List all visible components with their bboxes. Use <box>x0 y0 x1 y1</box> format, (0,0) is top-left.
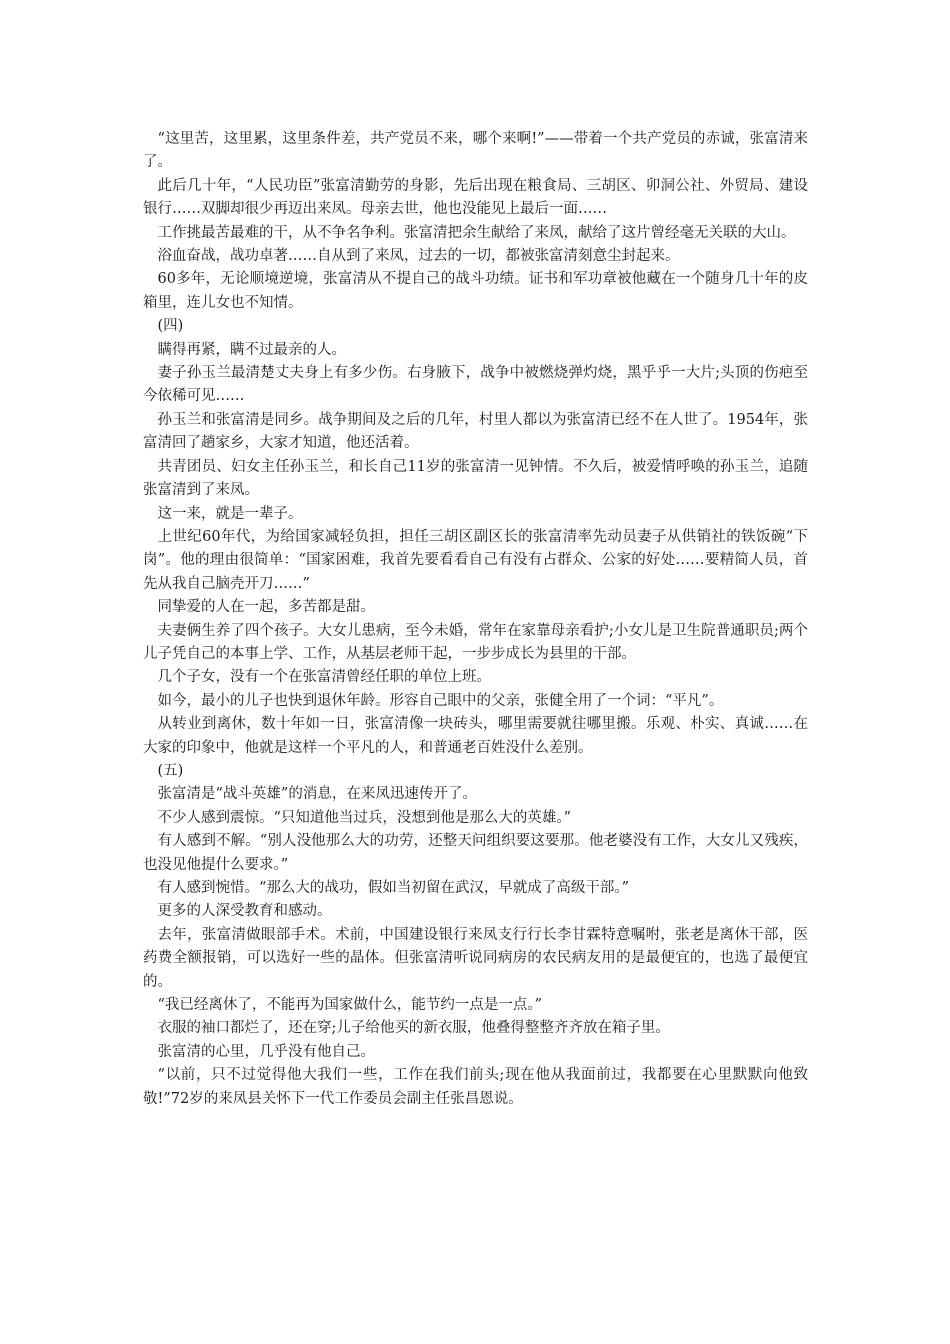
paragraph: “以前，只不过觉得他大我们一些，工作在我们前头;现在他从我面前过，我都要在心里默默向他致敬!”72岁的来凤县关怀下一代工作委员会副主任张昌恩说。 <box>143 1067 808 1107</box>
paragraph: 张富清的心里，几乎没有他自己。 <box>157 1043 375 1060</box>
paragraph: 夫妻俩生养了四个孩子。大女儿患病，至今未婚，常年在家靠母亲看护;小女儿是卫生院普通职员;两个儿子凭自己的本事上学、工作，从基层老师干起，一步步成长为县里的干部。 <box>143 622 808 662</box>
section-heading: (五) <box>157 762 184 779</box>
paragraph: 更多的人深受教育和感动。 <box>157 903 332 920</box>
paragraph: 从转业到离休，数十年如一日，张富清像一块砖头，哪里需要就往哪里搬。乐观、朴实、真诚……在大家的印象中，他就是这样一个平凡的人，和普通老百姓没什么差别。 <box>143 716 808 756</box>
paragraph: 60多年，无论顺境逆境，张富清从不提自己的战斗功绩。证书和军功章被他藏在一个随身几十年的皮箱里，连儿女也不知情。 <box>143 271 808 311</box>
paragraph: 几个子女，没有一个在张富清曾经任职的单位上班。 <box>157 669 491 686</box>
paragraph: 衣服的袖口都烂了，还在穿;儿子给他买的新衣服，他叠得整整齐齐放在箱子里。 <box>157 1020 670 1037</box>
paragraph: 不少人感到震惊。“只知道他当过兵，没想到他是那么大的英雄。” <box>157 809 572 826</box>
paragraph: 如今，最小的儿子也快到退休年龄。形容自己眼中的父亲，张健全用了一个词：“平凡”。 <box>157 692 724 709</box>
paragraph: 去年，张富清做眼部手术。术前，中国建设银行来凤支行行长李甘霖特意嘱咐，张老是离休干部，医药费全额报销，可以选好一些的晶体。但张富清听说同病房的农民病友用的是最便宜的，也选了最便宜的。 <box>143 926 808 990</box>
paragraph: 工作挑最苦最难的干，从不争名争利。张富清把余生献给了来凤，献给了这片曾经毫无关联的大山。 <box>157 224 796 241</box>
paragraph: 妻子孙玉兰最清楚丈夫身上有多少伤。右身腋下，战争中被燃烧弹灼烧，黑乎乎一大片;头顶的伤疤至今依稀可见…… <box>143 365 808 405</box>
paragraph: 上世纪60年代，为给国家减轻负担，担任三胡区副区长的张富清率先动员妻子从供销社的铁饭碗“下岗”。他的理由很简单：“国家困难，我首先要看看自己有没有占群众、公家的好处……要精简人员，首先从我自己脑壳开刀……” <box>143 528 808 592</box>
paragraph: 有人感到惋惜。“那么大的战功，假如当初留在武汉，早就成了高级干部。” <box>157 880 630 896</box>
paragraph: 同挚爱的人在一起，多苦都是甜。 <box>157 599 375 616</box>
paragraph: 浴血奋战，战功卓著……自从到了来凤，过去的一切，都被张富清刻意尘封起来。 <box>157 248 680 265</box>
paragraph: 这一来，就是一辈子。 <box>157 505 303 522</box>
section-heading: (四) <box>157 318 184 335</box>
paragraph: 共青团员、妇女主任孙玉兰，和长自己11岁的张富清一见钟情。不久后，被爱情呼唤的孙玉兰，追随张富清到了来凤。 <box>143 458 808 499</box>
paragraph: “我已经离休了，不能再为国家做什么，能节约一点是一点。” <box>157 997 543 1014</box>
paragraph: 孙玉兰和张富清是同乡。战争期间及之后的几年，村里人都以为张富清已经不在人世了。1954年，张富清回了趟家乡，大家才知道，他还活着。 <box>143 411 808 452</box>
paragraph: 此后几十年，“人民功臣”张富清勤劳的身影，先后出现在粮食局、三胡区、卯洞公社、外贸局、建设银行……双脚却很少再迈出来凤。母亲去世，他也没能见上最后一面…… <box>143 177 808 218</box>
paragraph: 张富清是“战斗英雄”的消息，在来凤迅速传开了。 <box>157 786 477 803</box>
article-body <box>143 128 808 1111</box>
paragraph: 瞒得再紧，瞒不过最亲的人。 <box>157 341 346 358</box>
paragraph: “这里苦，这里累，这里条件差，共产党员不来，哪个来啊!”——带着一个共产党员的赤诚，张富清来了。 <box>143 131 808 171</box>
paragraph: 有人感到不解。“别人没他那么大的功劳，还整天问组织要这要那。他老婆没有工作，大女儿又残疾，也没见他提什么要求。” <box>143 833 808 873</box>
